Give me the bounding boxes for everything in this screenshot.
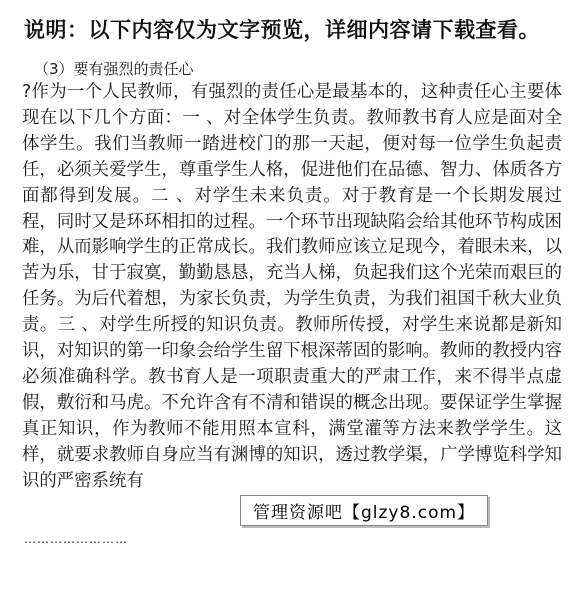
document-body — [22, 58, 562, 495]
body-paragraph: ?作为一个人民教师，有强烈的责任心是最基本的，这种责任心主要体现在以下几个方面：一 、对全体学生负责。教师教书育人应是面对全体学生。我们当教师一踏进校门的那一天起，便对每一位学生负起责任，必须关爱学生，尊重学生人格，促进他们在品德、智力、体质各方面都得到发展。二 、对学生未来负责。对于教育是一个长期发展过程，同时又是环环相扣的过程。一个环节出现缺陷会给其他环节构成困难，从而影响学生的正常成长。我们教师应该立足现今，着眼未来，以苦为乐，甘于寂寞，勤勤恳恳，充当人梯，负起我们这个光荣而艰巨的任务。为后代着想，为家长负责，为学生负责，为我们祖国千秋大业负责。三 、对学生所授的知识负责。教师所传授，对学生来说都是新知识，对知识的第一印象会给学生留下根深蒂固的影响。教师的教授内容必须准确科学。教书育人是一项职责重大的严肃工作，来不得半点虚假，敷衍和马虎。不允许含有不清和错误的概念出现。要保证学生掌握真正知识，作为教师不能用照本宣科，满堂灌等方法来教学学生。这样，就要求教师自身应当有渊博的知识，透过教学渠，广学博览科学知识的严密系统有 — [22, 82, 562, 491]
preview-notice: 说明：以下内容仅为文字预览，详细内容请下载查看。 — [24, 18, 540, 42]
continuation-dots: …………………… — [24, 532, 128, 546]
section-title: （3）要有强烈的责任心 — [34, 60, 194, 78]
site-watermark: 管理资源吧【glzy8.com】 — [240, 495, 488, 526]
